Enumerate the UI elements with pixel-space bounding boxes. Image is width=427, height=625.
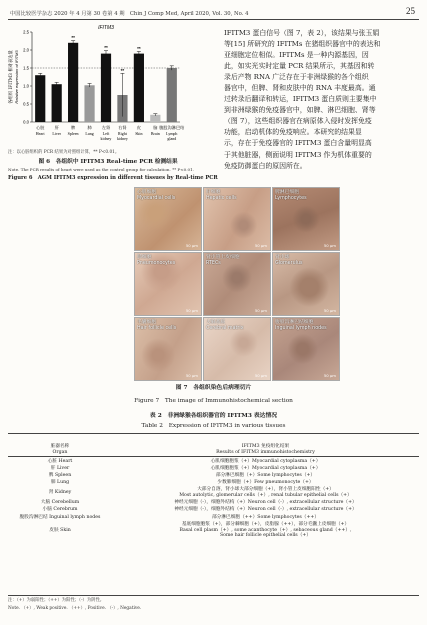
panel-label-en: Hair follicle cells xyxy=(137,325,177,331)
figure7-caption-cn: 图 7 各组织染色后病理切片 xyxy=(175,385,252,391)
organ-cell: 心脏 Heart xyxy=(47,459,73,464)
panel-label-cn: 脾淋巴细胞 xyxy=(275,190,299,195)
x-tick-label-en: Skin xyxy=(135,131,143,136)
x-tick-label-cn: 腹股沟淋巴结 xyxy=(159,125,185,130)
table-row xyxy=(8,457,419,466)
x-tick-label-cn: 脾 xyxy=(71,125,76,130)
body-line: 到非洲绿猴的免疫器官中，如脾、淋巴细胞、肾等 xyxy=(224,106,376,115)
scale-bar-label: 50 μm xyxy=(323,243,336,248)
header-rule xyxy=(8,19,419,20)
x-tick-label-en: Lymph xyxy=(166,131,178,136)
body-line: 此，如实光实时定量 PCR 结果所示，其基因和转 xyxy=(224,62,375,71)
panel-label-cn: 肾小球 xyxy=(275,255,290,260)
y-axis-label-en: Relative expression of IFITM3 xyxy=(14,50,19,104)
y-tick-label: 1.0 xyxy=(23,83,29,89)
x-tick-label-cn: 肺 xyxy=(87,125,92,130)
result-cell: 部分淋巴细胞（+）Some lymphocytes（+） xyxy=(215,473,316,479)
table2-note-cn: 注：（+）为弱阳性；（++）为阳性；（-）为阴性。 xyxy=(8,598,105,603)
x-tick-label-en: Liver xyxy=(52,131,62,136)
organ-cell: 大脑 Cerebellum xyxy=(40,500,80,506)
table-row xyxy=(8,487,419,500)
scale-bar-label: 50 μm xyxy=(185,243,198,248)
significance-marker: ** xyxy=(71,35,75,41)
scale-bar-label: 50 μm xyxy=(323,308,336,313)
running-header: 中国比较医学杂志 2020 年 4 月第 30 卷第 4 期 Chin J Comp Med, April 2020, Vol. 30, No. 4 xyxy=(10,11,249,17)
result-cell: 神经元细胞（-），细胞外结构（+）Neuron cell（-）, extracellular structure（+） xyxy=(174,507,357,513)
x-tick-label-en: Right xyxy=(117,131,127,136)
panel-label-cn: 毛囊细胞 xyxy=(137,320,157,325)
y-tick-label: 2.5 xyxy=(23,29,29,35)
x-tick-label-en: Left xyxy=(102,131,110,136)
panel-label-en: Glomerulus xyxy=(275,260,303,266)
panel-label-cn: 腹股沟淋巴结细胞 xyxy=(275,320,314,325)
organ-cell: 肝 Liver xyxy=(50,466,70,472)
figure6-caption-cn: 图 6 各组织中 IFITM3 Real-time PCR 检测结果 xyxy=(38,159,178,165)
bar-liver xyxy=(52,84,62,122)
table-row xyxy=(8,507,419,514)
x-tick-label-cn: 脑 xyxy=(153,125,158,130)
result-cell: 心肌细胞胞浆（+）Myocardial cytoplasma（+） xyxy=(210,459,321,464)
table-header-result: IFITM3 免疫组化结果 Results of IFITM3 immunohistochemistry xyxy=(112,443,419,457)
figure7-caption-en: Figure 7 The image of Immunohistochemical section xyxy=(134,398,293,404)
body-line: 于其他脏器，侧面说明 IFITM3 作为机体重要的 xyxy=(224,150,372,159)
micrograph-glomerulus xyxy=(272,252,340,316)
figure6-caption-en: Figure 6 AGM IFITM3 expression in different tissues by Real-time PCR xyxy=(8,175,218,181)
y-tick-label: 0.0 xyxy=(23,119,29,125)
body-line: 亚细胞定位相似。IFITMs 是一种内源基因，因 xyxy=(224,51,369,60)
panel-label-en: Inguinal lymph nodes xyxy=(275,325,327,331)
bar-skin xyxy=(134,54,144,122)
x-tick-label-en: Lung xyxy=(85,131,94,136)
y-tick-label: 1.5 xyxy=(23,65,29,71)
result-cell: 少数肺细胞（+）Few pneumonocyte（+） xyxy=(217,480,314,486)
bar-heart xyxy=(35,75,45,122)
panel-label-en: Pneumonocytes xyxy=(137,260,176,266)
micrograph-lymphocytes xyxy=(272,187,340,251)
organ-cell: 皮肤 Skin xyxy=(49,527,71,533)
bar-left-kidney xyxy=(101,54,111,122)
table-top-rule xyxy=(8,433,419,434)
scale-bar-label: 50 μm xyxy=(254,243,267,248)
result-cell: 部分淋巴细胞（++）Some lymphocytes（++） xyxy=(211,514,320,520)
figure6-note-en: Note. The PCR results of heart were used as the control group for calculation. ** P<0.01. xyxy=(8,167,195,172)
x-tick-label-en: Heart xyxy=(35,131,45,136)
x-tick-label-en: Brain xyxy=(150,131,160,136)
panel-label-en: Cerebral matrix xyxy=(206,325,244,331)
result-cell: 大部分自溶，肾小球大部分细胞（+），肾小管上皮细胞阳性（+） Most autolytic, glomerular cells（+）, renal tubular epithelial cells（+） xyxy=(179,487,352,499)
bar-lung xyxy=(84,85,94,122)
scale-bar-label: 50 μm xyxy=(185,373,198,378)
panel-label-cn: 肝细胞 xyxy=(206,190,221,195)
panel-label-en: Lymphocytes xyxy=(275,195,307,201)
table-row xyxy=(8,500,419,507)
x-tick-label-en: Spleen xyxy=(67,131,79,136)
x-tick-label-en: kidney xyxy=(100,136,112,141)
micrograph-inguinal xyxy=(272,317,340,381)
table-row xyxy=(8,473,419,480)
body-line: 器官中，但脾、肾和皮肤中的 RNA 丰度最高。通 xyxy=(224,84,376,93)
table2-note-en: Note. （+）, Weak positive. （++）, Positive. （-）, Negative. xyxy=(8,606,142,611)
table-row xyxy=(8,466,419,473)
x-tick-label-cn: 右肾 xyxy=(118,125,127,130)
panel-label-cn: 肾小管上皮细胞 xyxy=(206,255,240,260)
table2-title-cn: 表 2 非洲绿猴各组织器官的 IFITM3 表达情况 xyxy=(149,413,278,419)
micrograph-cerebral xyxy=(203,317,271,381)
organ-cell: 腹股沟淋巴结 Inguinal lymph nodes xyxy=(19,514,101,520)
body-line: 功能，启动机体的免疫响应。本研究的结果显 xyxy=(224,128,362,137)
result-cell: 基底细胞胞浆（+），部分棘细胞（+），皮脂腺（++），部分毛囊上皮细胞（+） Basal cell plasm（+）, some acanthocyte（+）, sebaceous gland（++）, Some hair follicle epithelial cells（+） xyxy=(179,521,352,539)
bar-lymph-gland xyxy=(167,68,177,122)
panel-label-en: RTECs xyxy=(206,260,221,266)
body-line: 过转录后翻译和转运，IFITM3 蛋白质则主要集中 xyxy=(224,95,377,104)
x-tick-label-cn: 皮 xyxy=(136,125,141,130)
micrograph-hair-follicle xyxy=(134,317,202,381)
chart-title: IFITM3 xyxy=(98,25,114,31)
y-tick-label: 2.0 xyxy=(23,47,29,53)
body-line: 等[15] 所研究的 IFITMs 在猪组织器官中的表达和 xyxy=(224,40,381,49)
panel-label-cn: 心肌细胞 xyxy=(137,190,157,195)
y-axis-label-cn: 各组织 IFITM3 相对表达量 xyxy=(9,50,14,104)
page-number: 25 xyxy=(406,6,415,16)
table-bottom-rule xyxy=(8,595,419,596)
x-tick-label-en: gland xyxy=(167,136,177,141)
result-cell: 心肌细胞胞浆（+）Myocardial cytoplasma（+） xyxy=(210,466,321,472)
scale-bar-label: 50 μm xyxy=(323,373,336,378)
significance-marker: ** xyxy=(120,67,125,73)
x-tick-label-cn: 左肾 xyxy=(101,125,111,130)
organ-cell: 小脑 Cerebrum xyxy=(42,507,78,513)
table2-title-en: Table 2 Expression of IFITM3 in various tissues xyxy=(141,423,286,429)
panel-label-cn: 肺细胞 xyxy=(137,255,152,260)
figure6-note-cn: 注：以心脏组织的 PCR 结果为对照组计算，** P<0.01。 xyxy=(8,150,120,155)
micrograph-rtecs xyxy=(203,252,271,316)
x-tick-label-en: kidney xyxy=(116,136,128,141)
scale-bar-label: 50 μm xyxy=(185,308,198,313)
table-row xyxy=(8,521,419,540)
figure6-bar-chart xyxy=(2,22,208,150)
bar-brain xyxy=(150,115,160,122)
body-line: IFITM3 蛋白信号（图 7，表 2），该结果与张玉娟 xyxy=(224,29,380,37)
body-line: 录后产物 RNA 广泛存在于非洲绿猴的各个组织 xyxy=(224,73,369,82)
scale-bar-label: 50 μm xyxy=(254,308,267,313)
table-header-organ: 脏器名称 Organ xyxy=(8,443,112,457)
significance-marker: ** xyxy=(137,45,141,51)
table-header-row xyxy=(8,443,419,457)
body-line: （图 7），这些组织器官在病原体入侵时发挥免疫 xyxy=(224,117,372,126)
x-tick-label-cn: 肝 xyxy=(54,125,59,130)
organ-cell: 肺 Lung xyxy=(50,480,70,486)
scale-bar-label: 50 μm xyxy=(254,373,267,378)
organ-cell: 肾 Kidney xyxy=(48,490,72,496)
panel-label-en: Hepatic cells xyxy=(206,195,237,201)
table2 xyxy=(8,443,419,540)
y-tick-label: 0.5 xyxy=(23,101,29,107)
panel-label-cn: 大脑基质 xyxy=(206,320,226,325)
organ-cell: 脾 Spleen xyxy=(48,473,72,479)
table-row xyxy=(8,514,419,521)
table-row xyxy=(8,480,419,487)
panel-label-en: Myocardial cells xyxy=(137,195,176,201)
bar-spleen xyxy=(68,43,78,122)
micrograph-pneumonocytes xyxy=(134,252,202,316)
result-cell: 神经元细胞（-），细胞外结构（+）Neuron cell（-）, extracellular structure（+） xyxy=(174,500,357,506)
body-text-column xyxy=(224,28,420,172)
body-line: 免疫防御蛋白的原因所在。 xyxy=(224,161,307,170)
x-tick-label-cn: 心脏 xyxy=(36,125,45,130)
micrograph-myocardial xyxy=(134,187,202,251)
significance-marker: ** xyxy=(104,45,108,51)
body-line: 示，存在于免疫器官的 IFITM3 蛋白含量明显高 xyxy=(224,139,372,148)
micrograph-hepatic xyxy=(203,187,271,251)
